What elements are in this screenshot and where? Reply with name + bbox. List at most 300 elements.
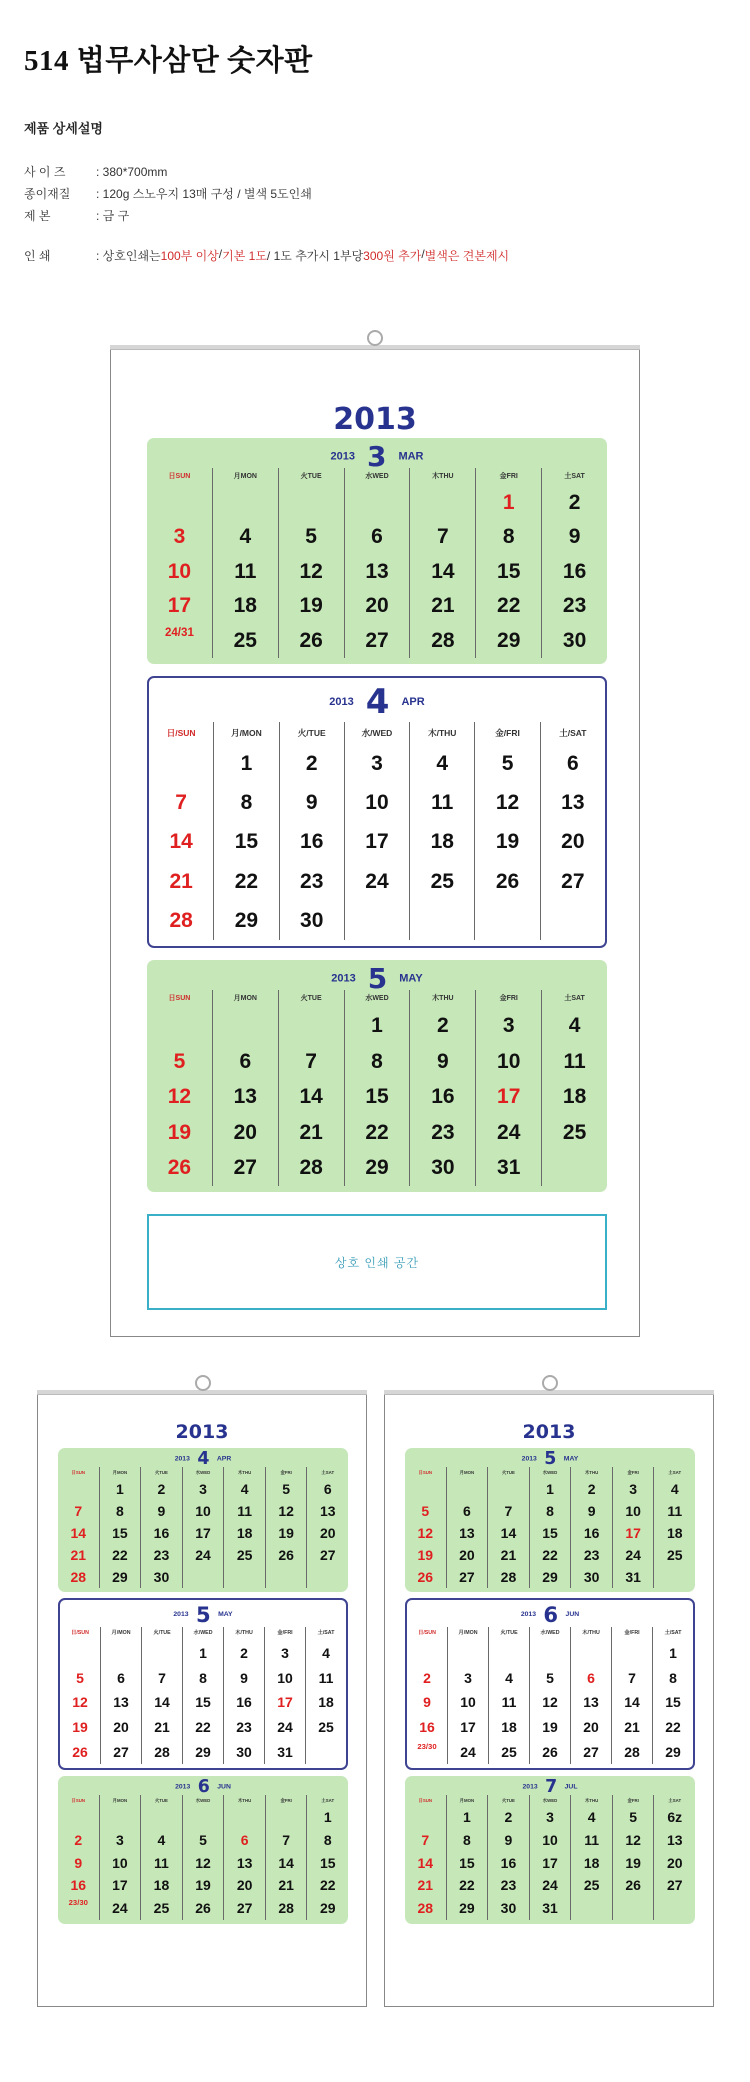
day-cell: 27 <box>561 869 585 893</box>
month-number: 4 <box>365 682 390 722</box>
weekday-column <box>278 468 344 658</box>
weekday-label: 日/SUN <box>166 728 196 738</box>
weekday-column <box>147 990 212 1186</box>
weekday-column <box>475 990 541 1186</box>
day-cell: 14 <box>278 1854 294 1871</box>
day-cell: 7 <box>175 791 187 815</box>
weekday-column <box>100 1627 141 1764</box>
day-cell: 27 <box>319 1547 336 1564</box>
month-eng: MAY <box>563 1455 579 1463</box>
month-panel-may <box>147 960 607 1192</box>
month-eng: MAY <box>399 972 423 985</box>
day-cell: 12 <box>495 791 520 815</box>
day-cell: 20 <box>236 1877 253 1894</box>
day-cell: 25 <box>562 1120 587 1144</box>
day-cell: 9 <box>240 1669 248 1686</box>
day-cell: 20 <box>113 1718 129 1735</box>
weekday-label: 水WED <box>365 995 389 1002</box>
day-cell <box>405 1806 446 1829</box>
day-cell: 7 <box>628 1669 636 1686</box>
print-spot-color: 별색은 견본제시 <box>424 249 510 263</box>
day-cell-combined: 24/31 <box>164 627 194 640</box>
day-cell <box>147 624 212 658</box>
day-cell: 20 <box>561 830 585 854</box>
day-cell <box>213 1008 278 1044</box>
day-cell: 22 <box>497 594 521 618</box>
day-cell: 15 <box>234 830 259 854</box>
weekday-label: 月MON <box>459 1797 475 1803</box>
month-eng: JUL <box>564 1783 578 1791</box>
day-cell: 28 <box>169 908 193 932</box>
day-cell: 3 <box>502 1014 515 1037</box>
day-cell: 21 <box>431 594 455 618</box>
day-cell: 13 <box>666 1831 683 1848</box>
print-min-qty: 100부 이상 <box>160 249 219 263</box>
day-cell: 19 <box>625 1854 641 1871</box>
day-cell: 6 <box>117 1669 125 1686</box>
day-cell: 4 <box>240 1480 249 1497</box>
weekday-label: 月/MON <box>231 728 262 738</box>
day-cell <box>266 1566 307 1588</box>
day-cell <box>571 1897 612 1920</box>
weekday-column <box>264 1627 305 1764</box>
day-cell: 22 <box>665 1718 681 1735</box>
weekday-label: 日SUN <box>71 1797 86 1803</box>
day-cell: 18 <box>501 1718 517 1735</box>
day-cell: 25 <box>236 1547 253 1564</box>
day-cell: 12 <box>195 1854 211 1871</box>
day-cell: 16 <box>236 1694 252 1711</box>
day-cell: 19 <box>299 594 323 618</box>
day-cell: 28 <box>431 628 455 652</box>
day-cell: 16 <box>431 1085 455 1109</box>
day-cell: 21 <box>500 1547 517 1564</box>
day-cell: 14 <box>299 1085 323 1109</box>
day-cell: 28 <box>500 1569 517 1586</box>
day-cell: 14 <box>169 830 193 854</box>
spec-size <box>24 161 724 183</box>
weekday-label: 水WED <box>365 473 389 480</box>
day-cell: 5 <box>199 1831 207 1848</box>
weekday-column <box>223 1467 265 1589</box>
day-cell: 18 <box>236 1524 253 1541</box>
day-cell: 17 <box>497 1085 521 1109</box>
spec-value: : 380*700mm <box>96 165 168 179</box>
day-cell: 27 <box>365 628 389 652</box>
weekday-column <box>570 1627 611 1764</box>
day-cell: 1 <box>371 1014 383 1037</box>
weekday-column <box>446 1795 488 1921</box>
day-cell: 20 <box>365 594 389 618</box>
weekday-column <box>278 990 344 1186</box>
day-cell: 7 <box>504 1502 513 1519</box>
day-cell: 29 <box>195 1743 211 1760</box>
day-cell <box>407 1641 447 1666</box>
day-cell: 20 <box>583 1718 599 1735</box>
weekday-label: 金FRI <box>627 1797 639 1803</box>
day-cell: 13 <box>236 1854 253 1871</box>
weekday-column <box>487 1795 529 1921</box>
weekday-column <box>279 722 344 940</box>
weekday-label: 金/FRI <box>624 1630 640 1637</box>
day-cell: 17 <box>195 1524 211 1541</box>
day-cell: 23 <box>431 1120 455 1144</box>
day-cell <box>530 1641 570 1666</box>
day-cell: 11 <box>154 1854 169 1871</box>
day-cell-combined: 23/30 <box>417 1741 437 1751</box>
weekday-label: 金FRI <box>499 473 518 480</box>
weekday-column <box>58 1467 99 1589</box>
weekday-column <box>147 468 212 658</box>
month-panel-mar <box>147 438 607 664</box>
day-cell: 30 <box>153 1569 170 1586</box>
day-cell <box>410 901 474 940</box>
day-cell <box>279 1008 344 1044</box>
day-cell: 31 <box>497 1156 521 1180</box>
day-cell: 13 <box>113 1694 129 1711</box>
day-cell: 10 <box>167 559 192 583</box>
day-cell: 10 <box>195 1502 211 1519</box>
weekday-label: 水/WED <box>361 728 393 738</box>
day-cell: 6 <box>587 1669 595 1686</box>
hanger-hook-icon <box>195 1375 211 1391</box>
day-cell: 9 <box>74 1854 83 1871</box>
day-cell <box>58 1897 99 1920</box>
day-cell <box>447 1478 488 1500</box>
weekday-column <box>529 1627 570 1764</box>
weekday-column <box>447 1627 488 1764</box>
day-cell: 6 <box>323 1480 332 1497</box>
weekday-label: 火TUE <box>501 1469 515 1475</box>
month-number: 4 <box>197 1449 210 1470</box>
day-cell: 16 <box>419 1718 435 1735</box>
day-cell: 19 <box>167 1120 192 1144</box>
day-cell: 8 <box>199 1669 207 1686</box>
month-eng: JUN <box>565 1611 580 1619</box>
weekday-column <box>140 1795 182 1921</box>
day-cell: 24 <box>112 1900 128 1917</box>
day-cell: 10 <box>497 1049 521 1073</box>
day-cell: 10 <box>460 1694 476 1711</box>
day-cell: 21 <box>624 1718 640 1735</box>
day-cell: 19 <box>495 830 520 854</box>
weekday-column <box>60 1627 100 1764</box>
day-cell: 4 <box>322 1644 330 1661</box>
weekday-label: 水WED <box>195 1797 211 1803</box>
calendar-small-may-jul <box>384 1392 714 2007</box>
month-panel-jul <box>405 1776 695 1924</box>
month-number: 6 <box>543 1602 559 1628</box>
weekday-label: 木THU <box>237 1469 252 1475</box>
day-cell <box>542 1150 607 1186</box>
day-cell <box>612 1641 652 1666</box>
day-cell <box>149 744 213 783</box>
day-cell: 21 <box>70 1547 87 1564</box>
weekday-label: 日SUN <box>71 1469 86 1475</box>
day-cell: 24 <box>542 1877 558 1894</box>
weekday-column <box>305 1627 346 1764</box>
weekday-label: 火/TUE <box>500 1630 518 1637</box>
day-cell: 1 <box>502 491 515 514</box>
day-cell: 13 <box>365 559 389 583</box>
day-cell <box>571 1641 611 1666</box>
day-cell: 9 <box>504 1831 513 1848</box>
spec-binding <box>24 205 724 227</box>
weekday-label: 金/FRI <box>277 1630 293 1637</box>
day-cell: 11 <box>318 1669 334 1686</box>
weekday-column <box>653 1795 695 1921</box>
day-cell: 9 <box>587 1502 596 1519</box>
month-grid <box>58 1795 348 1921</box>
day-cell <box>613 1897 654 1920</box>
month-eng: JUN <box>217 1783 231 1791</box>
day-cell: 6 <box>462 1502 471 1519</box>
month-eng: APR <box>216 1455 232 1463</box>
print-sep: / 1도 추가시 1부당 <box>266 249 364 263</box>
day-cell: 11 <box>563 1049 586 1073</box>
weekday-label: 土SAT <box>668 1469 682 1475</box>
weekday-column <box>541 468 607 658</box>
day-cell: 12 <box>72 1694 88 1711</box>
weekday-label: 火TUE <box>300 473 322 480</box>
calendar-large <box>110 347 640 1337</box>
weekday-column <box>475 468 541 658</box>
spec-value: : 120g 스노우지 13매 구성 / 별색 5도인쇄 <box>96 187 312 201</box>
day-cell: 26 <box>72 1743 88 1760</box>
day-cell: 3 <box>115 1831 124 1848</box>
day-cell: 16 <box>583 1524 600 1541</box>
weekday-column <box>540 722 605 940</box>
day-cell <box>489 1641 529 1666</box>
weekday-label: 木/THU <box>582 1630 600 1637</box>
weekday-label: 月MON <box>233 995 257 1002</box>
weekday-label: 火TUE <box>300 995 322 1002</box>
day-cell: 2 <box>240 1644 248 1661</box>
day-cell: 10 <box>112 1854 128 1871</box>
day-cell: 4 <box>157 1831 166 1848</box>
day-cell: 23 <box>300 869 324 893</box>
weekday-label: 火TUE <box>154 1797 168 1803</box>
day-cell <box>345 901 409 940</box>
weekday-column <box>213 722 278 940</box>
day-cell: 3 <box>371 752 383 775</box>
weekday-column <box>409 722 474 940</box>
day-cell: 15 <box>319 1854 336 1871</box>
day-cell: 31 <box>277 1743 293 1760</box>
calendar-year: 2013 <box>333 402 417 437</box>
day-cell: 24 <box>497 1120 521 1144</box>
day-cell: 21 <box>278 1877 294 1894</box>
day-cell: 21 <box>299 1120 323 1144</box>
day-cell <box>306 1740 346 1765</box>
month-header <box>60 1602 346 1627</box>
weekday-column <box>570 1795 612 1921</box>
weekday-column <box>652 1627 693 1764</box>
day-cell: 12 <box>417 1524 434 1541</box>
day-cell: 29 <box>459 1900 475 1917</box>
day-cell: 18 <box>233 594 257 618</box>
day-cell: 10 <box>625 1502 641 1519</box>
day-cell: 3 <box>546 1808 554 1825</box>
day-cell: 1 <box>669 1644 677 1661</box>
day-cell: 22 <box>195 1718 211 1735</box>
day-cell: 9 <box>423 1694 431 1711</box>
day-cell <box>101 1641 141 1666</box>
weekday-label: 日SUN <box>168 995 191 1002</box>
day-cell: 16 <box>70 1877 87 1894</box>
weekday-label: 日/SUN <box>71 1630 89 1637</box>
day-cell: 27 <box>583 1743 599 1760</box>
weekday-column <box>612 1467 654 1589</box>
weekday-label: 水/WED <box>193 1630 213 1637</box>
weekday-label: 金FRI <box>280 1469 292 1475</box>
weekday-label: 火/TUE <box>153 1630 171 1637</box>
weekday-label: 土SAT <box>564 473 585 480</box>
weekday-column <box>99 1467 141 1589</box>
day-cell: 11 <box>237 1502 252 1519</box>
weekday-column <box>140 1467 182 1589</box>
day-cell: 24 <box>460 1743 476 1760</box>
hanger-hook-icon <box>542 1375 558 1391</box>
day-cell: 2 <box>568 491 581 514</box>
day-cell: 8 <box>115 1502 124 1519</box>
weekday-label: 土SAT <box>564 995 585 1002</box>
month-number: 6 <box>197 1777 210 1798</box>
day-cell <box>654 1566 695 1588</box>
day-cell: 13 <box>459 1524 475 1541</box>
day-cell: 5 <box>501 752 514 775</box>
month-panel-may <box>405 1448 695 1592</box>
weekday-column <box>265 1795 307 1921</box>
day-cell: 21 <box>169 869 193 893</box>
day-cell: 2 <box>423 1669 431 1686</box>
month-eng: MAR <box>398 450 424 463</box>
weekday-column <box>182 1627 223 1764</box>
day-cell: 23 <box>153 1547 170 1564</box>
month-year: 2013 <box>175 1783 191 1791</box>
month-grid <box>147 990 607 1186</box>
day-cell: 3 <box>629 1480 638 1497</box>
day-cell: 16 <box>500 1854 517 1871</box>
month-grid <box>58 1467 348 1589</box>
day-cell: 29 <box>112 1569 128 1586</box>
weekday-column <box>344 990 410 1186</box>
weekday-column <box>306 1795 348 1921</box>
day-cell: 5 <box>76 1669 84 1686</box>
weekday-label: 木THU <box>584 1469 599 1475</box>
day-cell: 29 <box>319 1900 336 1917</box>
day-cell: 5 <box>421 1502 430 1519</box>
weekday-label: 木THU <box>432 995 454 1002</box>
day-cell: 24 <box>195 1547 211 1564</box>
day-cell: 19 <box>278 1524 294 1541</box>
day-cell: 25 <box>153 1900 170 1917</box>
weekday-label: 水WED <box>195 1469 211 1475</box>
weekday-label: 木/THU <box>235 1630 253 1637</box>
day-cell: 11 <box>501 1694 517 1711</box>
weekday-column <box>265 1467 307 1589</box>
day-cell: 14 <box>624 1694 640 1711</box>
spec-label: 사 이 즈 <box>24 165 66 179</box>
day-cell: 4 <box>568 1014 581 1037</box>
day-cell <box>58 1478 99 1500</box>
day-cell: 15 <box>665 1694 681 1711</box>
weekday-label: 水/WED <box>540 1630 560 1637</box>
month-year: 2013 <box>174 1455 190 1463</box>
day-cell: 8 <box>669 1669 677 1686</box>
day-cell: 28 <box>70 1569 87 1586</box>
weekday-label: 日/SUN <box>418 1630 436 1637</box>
day-cell: 21 <box>417 1877 434 1894</box>
weekday-column <box>58 1795 99 1921</box>
month-number: 5 <box>367 962 388 995</box>
day-cell: 26 <box>495 869 520 893</box>
day-cell: 6z <box>667 1808 683 1825</box>
page-title: 514 법무사삼단 숫자판 <box>24 45 313 77</box>
day-cell: 20 <box>233 1120 257 1144</box>
day-cell: 21 <box>154 1718 170 1735</box>
month-year: 2013 <box>520 1611 536 1619</box>
day-cell <box>147 1008 212 1044</box>
day-cell: 19 <box>417 1547 434 1564</box>
spec-label: 종이재질 <box>24 187 71 201</box>
day-cell: 8 <box>462 1831 471 1848</box>
day-cell <box>448 1641 488 1666</box>
month-panel-may <box>58 1598 348 1770</box>
day-cell: 22 <box>542 1547 558 1564</box>
day-cell: 1 <box>462 1808 471 1825</box>
weekday-column <box>182 1795 224 1921</box>
day-cell: 12 <box>299 559 323 583</box>
product-header <box>24 38 724 264</box>
day-cell: 10 <box>365 791 389 815</box>
day-cell: 31 <box>542 1900 558 1917</box>
month-year: 2013 <box>522 1783 538 1791</box>
day-cell: 1 <box>546 1480 554 1497</box>
day-cell: 14 <box>154 1694 170 1711</box>
spec-printing <box>24 247 724 264</box>
month-grid <box>147 468 607 658</box>
month-year: 2013 <box>329 696 354 708</box>
day-cell: 14 <box>500 1524 517 1541</box>
day-cell: 1 <box>240 752 253 775</box>
day-cell: 13 <box>319 1502 336 1519</box>
month-number: 3 <box>366 440 387 473</box>
day-cell: 22 <box>234 869 259 893</box>
day-cell: 10 <box>542 1831 558 1848</box>
day-cell: 24 <box>277 1718 293 1735</box>
day-cell: 14 <box>70 1524 87 1541</box>
day-cell: 15 <box>459 1854 475 1871</box>
day-cell: 12 <box>625 1831 641 1848</box>
day-cell: 2 <box>587 1480 596 1497</box>
day-cell: 17 <box>542 1854 558 1871</box>
day-cell: 27 <box>113 1743 129 1760</box>
day-cell: 9 <box>568 525 581 549</box>
day-cell: 29 <box>365 1156 389 1180</box>
day-cell: 13 <box>561 791 585 815</box>
day-cell: 14 <box>431 559 455 583</box>
month-year: 2013 <box>173 1611 189 1619</box>
weekday-column <box>405 1467 446 1589</box>
day-cell: 22 <box>319 1877 336 1894</box>
calendar-small-apr-jun <box>37 1392 367 2007</box>
month-header <box>407 1602 693 1627</box>
day-cell: 30 <box>500 1900 517 1917</box>
weekday-label: 火TUE <box>154 1469 168 1475</box>
weekday-column <box>306 1467 348 1589</box>
day-cell: 6 <box>566 752 579 775</box>
